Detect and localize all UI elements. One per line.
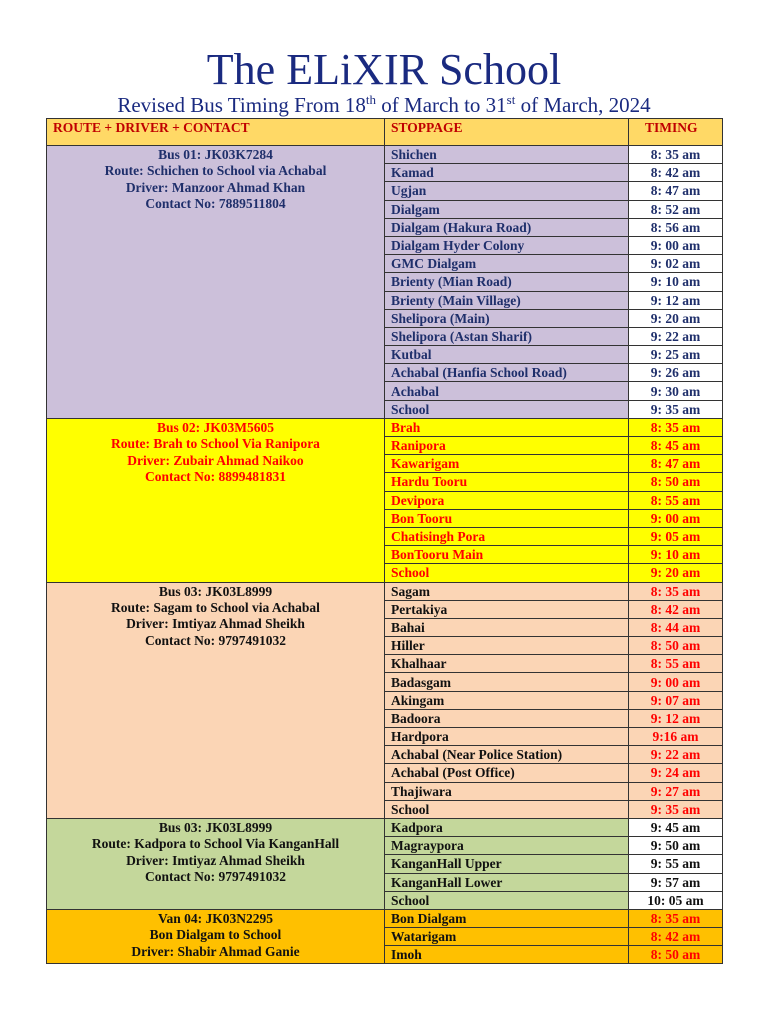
stop-time: 8: 35 am xyxy=(629,909,723,927)
stop-name: Devipora xyxy=(385,491,629,509)
stop-time: 8: 50 am xyxy=(629,946,723,964)
stop-time: 9: 24 am xyxy=(629,764,723,782)
stop-time: 8: 42 am xyxy=(629,164,723,182)
stop-time: 9: 55 am xyxy=(629,855,723,873)
stop-name: Sagam xyxy=(385,582,629,600)
route-info-cell xyxy=(47,909,385,964)
stop-time: 9: 12 am xyxy=(629,709,723,727)
stop-name: Ugjan xyxy=(385,182,629,200)
table-row xyxy=(47,146,723,164)
route-driver: Driver: Imtiyaz Ahmad Sheikh xyxy=(126,852,305,868)
stop-name: Brah xyxy=(385,418,629,436)
stop-name: Chatisingh Pora xyxy=(385,527,629,545)
table-header-row xyxy=(47,119,723,146)
route-info-cell xyxy=(47,418,385,582)
stop-name: Kutbal xyxy=(385,346,629,364)
stop-time: 9: 25 am xyxy=(629,346,723,364)
stop-time: 9: 26 am xyxy=(629,364,723,382)
stop-time: 9: 50 am xyxy=(629,837,723,855)
stop-name: School xyxy=(385,800,629,818)
route-bus: Bus 03: JK03L8999 xyxy=(158,819,273,835)
stop-time: 8: 35 am xyxy=(629,146,723,164)
stop-name: Bahai xyxy=(385,618,629,636)
stop-time: 8: 50 am xyxy=(629,637,723,655)
route-bus: Bus 03: JK03L8999 xyxy=(158,583,273,599)
route-info-cell xyxy=(47,146,385,419)
stop-time: 9: 05 am xyxy=(629,527,723,545)
route-route: Bon Dialgam to School xyxy=(149,927,282,943)
stop-name: Thajiwara xyxy=(385,782,629,800)
stop-name: Hardpora xyxy=(385,728,629,746)
stop-time: 8: 55 am xyxy=(629,655,723,673)
stop-time: 8: 44 am xyxy=(629,618,723,636)
route-bus: Bus 01: JK03K7284 xyxy=(158,147,273,162)
route-info-cell xyxy=(47,818,385,909)
stop-time: 9: 10 am xyxy=(629,546,723,564)
stop-name: Kadpora xyxy=(385,818,629,836)
stop-time: 9: 27 am xyxy=(629,782,723,800)
route-info-cell xyxy=(47,582,385,818)
stop-name: Khalhaar xyxy=(385,655,629,673)
table-row xyxy=(47,582,723,600)
stop-name: GMC Dialgam xyxy=(385,255,629,273)
stop-time: 9: 57 am xyxy=(629,873,723,891)
route-contact: Contact No: 7889511804 xyxy=(145,196,286,212)
school-title: The ELiXIR School xyxy=(206,45,562,94)
stop-time: 9: 07 am xyxy=(629,691,723,709)
schedule-subtitle: Revised Bus Timing From 18th of March to 31st of March, 2024 xyxy=(117,92,651,117)
stop-name: Kamad xyxy=(385,164,629,182)
header-timing: TIMING xyxy=(629,119,723,146)
stop-name: Brienty (Mian Road) xyxy=(385,273,629,291)
stop-name: Bon Tooru xyxy=(385,509,629,527)
route-bus: Van 04: JK03N2295 xyxy=(157,910,273,926)
stop-time: 9: 35 am xyxy=(629,800,723,818)
stop-time: 9: 00 am xyxy=(629,673,723,691)
stop-name: Badoora xyxy=(385,709,629,727)
stop-time: 9: 12 am xyxy=(629,291,723,309)
route-bus: Bus 02: JK03M5605 xyxy=(156,419,274,435)
stop-name: Watarigam xyxy=(385,928,629,946)
stop-name: Achabal (Hanfia School Road) xyxy=(385,364,629,382)
stop-time: 9: 22 am xyxy=(629,327,723,345)
stop-time: 8: 35 am xyxy=(629,418,723,436)
stop-time: 9: 30 am xyxy=(629,382,723,400)
stop-name: KanganHall Lower xyxy=(385,873,629,891)
route-driver: Driver: Imtiyaz Ahmad Sheikh xyxy=(126,616,305,632)
stop-time: 9: 20 am xyxy=(629,564,723,582)
route-route: Route: Kadpora to School Via KanganHall xyxy=(91,836,340,852)
table-row xyxy=(47,818,723,836)
stop-name: Magraypora xyxy=(385,837,629,855)
stop-name: Dialgam Hyder Colony xyxy=(385,236,629,254)
route-driver: Driver: Shabir Ahmad Ganie xyxy=(131,943,300,959)
stop-time: 8: 42 am xyxy=(629,928,723,946)
stop-name: Achabal xyxy=(385,382,629,400)
route-route: Route: Sagam to School via Achabal xyxy=(111,599,320,615)
stop-time: 8: 45 am xyxy=(629,437,723,455)
stop-name: School xyxy=(385,400,629,418)
stop-time: 9: 45 am xyxy=(629,818,723,836)
stop-time: 8: 55 am xyxy=(629,491,723,509)
stop-time: 9: 10 am xyxy=(629,273,723,291)
stop-name: Shichen xyxy=(385,146,629,164)
route-contact: Contact No: 9797491032 xyxy=(145,869,286,885)
stop-time: 8: 47 am xyxy=(629,455,723,473)
stop-name: Achabal (Near Police Station) xyxy=(385,746,629,764)
stop-name: Achabal (Post Office) xyxy=(385,764,629,782)
table-row xyxy=(47,909,723,927)
stop-name: Shelipora (Astan Sharif) xyxy=(385,327,629,345)
stop-name: Kawarigam xyxy=(385,455,629,473)
stop-name: Bon Dialgam xyxy=(385,909,629,927)
stop-name: Shelipora (Main) xyxy=(385,309,629,327)
table-row xyxy=(47,418,723,436)
stop-time: 9: 22 am xyxy=(629,746,723,764)
route-driver: Driver: Manzoor Ahmad Khan xyxy=(125,179,306,195)
stop-time: 9: 02 am xyxy=(629,255,723,273)
stop-name: Brienty (Main Village) xyxy=(385,291,629,309)
header-route: ROUTE + DRIVER + CONTACT xyxy=(47,119,385,146)
stop-name: Dialgam xyxy=(385,200,629,218)
stop-time: 8: 50 am xyxy=(629,473,723,491)
stop-time: 8: 42 am xyxy=(629,600,723,618)
stop-time: 9: 00 am xyxy=(629,509,723,527)
stop-time: 9: 00 am xyxy=(629,236,723,254)
stop-name: Hardu Tooru xyxy=(385,473,629,491)
stop-name: Imoh xyxy=(385,946,629,964)
route-contact: Contact No: 8899481831 xyxy=(145,469,286,485)
route-contact: Contact No: 9797491032 xyxy=(145,632,286,648)
stop-name: Hiller xyxy=(385,637,629,655)
stop-time: 9: 20 am xyxy=(629,309,723,327)
stop-time: 8: 56 am xyxy=(629,218,723,236)
stop-time: 9: 35 am xyxy=(629,400,723,418)
route-route: Route: Brah to School Via Ranipora xyxy=(111,436,320,452)
stop-name: KanganHall Upper xyxy=(385,855,629,873)
stop-name: Pertakiya xyxy=(385,600,629,618)
stop-name: Akingam xyxy=(385,691,629,709)
route-driver: Driver: Zubair Ahmad Naikoo xyxy=(127,452,304,468)
stop-time: 8: 47 am xyxy=(629,182,723,200)
stop-name: School xyxy=(385,564,629,582)
stop-time: 10: 05 am xyxy=(629,891,723,909)
stop-name: BonTooru Main xyxy=(385,546,629,564)
stop-time: 8: 35 am xyxy=(629,582,723,600)
stop-name: Dialgam (Hakura Road) xyxy=(385,218,629,236)
stop-name: Badasgam xyxy=(385,673,629,691)
stop-name: Ranipora xyxy=(385,437,629,455)
stop-time: 8: 52 am xyxy=(629,200,723,218)
header-stoppage: STOPPAGE xyxy=(385,119,629,146)
stop-name: School xyxy=(385,891,629,909)
route-route: Route: Schichen to School via Achabal xyxy=(104,163,327,179)
bus-timing-table xyxy=(46,118,723,964)
stop-time: 9:16 am xyxy=(629,728,723,746)
